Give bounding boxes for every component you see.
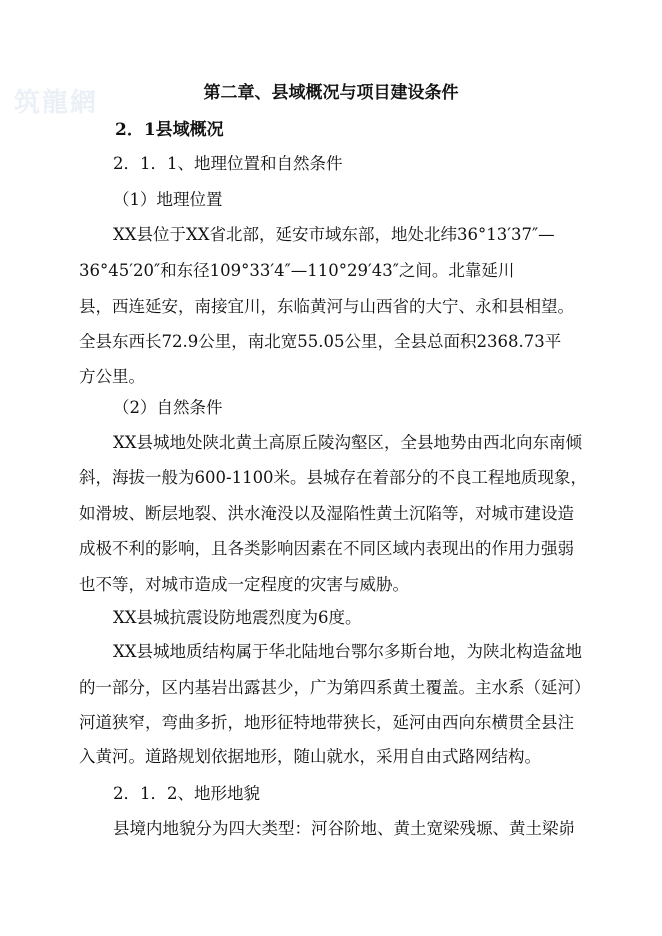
paragraph-line: XX县城抗震设防地震烈度为6度。 [113, 608, 362, 627]
paragraph-line: 如滑坡、断层地裂、洪水淹没以及湿陷性黄土沉陷等，对城市建设造 [79, 504, 574, 523]
paragraph-line: 成极不利的影响，且各类影响因素在不同区域内表现出的作用力强弱 [79, 539, 574, 558]
paragraph-line: 36°45′20″和东径109°33′4″—110°29′43″之间。北靠延川 [79, 261, 515, 280]
paragraph-line: XX县城地质结构属于华北陆地台鄂尔多斯台地，为陕北构造盆地 [113, 642, 582, 661]
section-title: 2．1县域概况 [115, 120, 224, 140]
subsection-heading-2: 2．1．2、地形地貌 [113, 784, 260, 803]
watermark-logo: 筑龍網 [14, 88, 99, 118]
item-heading-natural-conditions: （2）自然条件 [113, 398, 223, 417]
paragraph-line: XX县城地处陕北黄土高原丘陵沟壑区，全县地势由西北向东南倾 [113, 433, 582, 452]
paragraph-line: 的一部分，区内基岩出露甚少，广为第四系黄土覆盖。主水系（延河） [79, 678, 591, 697]
paragraph-line: 也不等，对城市造成一定程度的灾害与威胁。 [79, 575, 409, 594]
paragraph-line: XX县位于XX省北部，延安市域东部，地处北纬36°13′37″— [113, 225, 555, 244]
paragraph-line: 县，西连延安，南接宜川，东临黄河与山西省的大宁、永和县相望。 [79, 297, 574, 316]
paragraph-line: 入黄河。道路规划依据地形，随山就水，采用自由式路网结构。 [79, 747, 541, 766]
paragraph-line: 县境内地貌分为四大类型：河谷阶地、黄土宽梁残塬、黄土梁峁 [113, 819, 575, 838]
paragraph-line: 斜，海拔一般为600-1100米。县城存在着部分的不良工程地质现象， [79, 468, 588, 487]
chapter-title: 第二章、县域概况与项目建设条件 [203, 83, 459, 103]
paragraph-line: 方公里。 [79, 367, 145, 386]
item-heading-geographic-location: （1）地理位置 [113, 190, 223, 209]
subsection-heading-1: 2．1．1、地理位置和自然条件 [113, 154, 343, 173]
paragraph-line: 全县东西长72.9公里，南北宽55.05公里，全县总面积2368.73平 [79, 332, 562, 351]
paragraph-line: 河道狭窄，弯曲多折，地形征特地带狭长，延河由西向东横贯全县注 [79, 713, 574, 732]
